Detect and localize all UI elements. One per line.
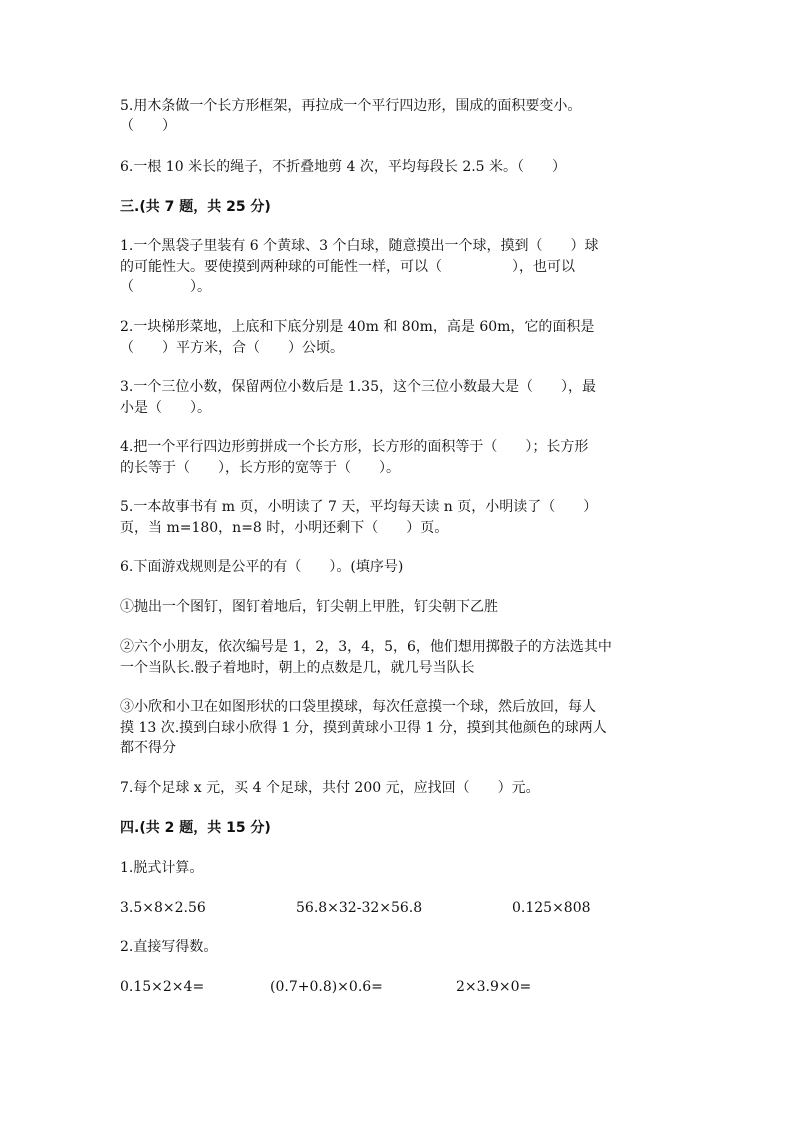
section4-q1: 1.脱式计算。 [120, 860, 204, 876]
section3-q5-line2: 页，当 m=180，n=8 时，小明还剩下（ ）页。 [120, 520, 449, 536]
section3-q7: 7.每个足球 x 元，买 4 个足球，共付 200 元，应找回（ ）元。 [120, 780, 540, 796]
judgement-q6: 6.一根 10 米长的绳子，不折叠地剪 4 次，平均每段长 2.5 米。（ ） [120, 159, 567, 175]
section3-q1-line1: 1.一个黑袋子里装有 6 个黄球、3 个白球，随意摸出一个球，摸到（ ）球 [120, 238, 599, 254]
section4-q2: 2.直接写得数。 [120, 939, 218, 955]
calc-expression-2: 56.8×32-32×56.8 [296, 900, 423, 916]
section3-q2-line2: （ ）平方米，合（ ）公顷。 [120, 340, 344, 356]
section3-q1-line2: 的可能性大。要使摸到两种球的可能性一样，可以（ ），也可以 [120, 259, 575, 275]
section3-q6-option-3-line1: ③小欣和小卫在如图形状的口袋里摸球，每次任意摸一个球，然后放回，每人 [120, 699, 596, 715]
section3-q6-option-1: ①抛出一个图钉，图钉着地后，钉尖朝上甲胜，钉尖朝下乙胜 [120, 599, 498, 615]
section3-q2-line1: 2.一块梯形菜地，上底和下底分别是 40m 和 80m，高是 60m，它的面积是 [120, 319, 595, 335]
section3-q4-line1: 4.把一个平行四边形剪拼成一个长方形，长方形的面积等于（ ）；长方形 [120, 439, 589, 455]
judgement-q5-answer-blank: （ ） [120, 118, 176, 134]
section3-q6-option-2-line1: ②六个小朋友，依次编号是 1，2，3，4，5，6，他们想用掷骰子的方法选其中 [120, 639, 612, 655]
section3-q3-line2: 小是（ ）。 [120, 400, 211, 416]
judgement-q5-line1: 5.用木条做一个长方形框架，再拉成一个平行四边形，围成的面积要变小。 [120, 98, 582, 114]
calc-expression-3: 0.125×808 [512, 900, 591, 916]
section3-q6-option-3-line3: 都不得分 [120, 740, 176, 756]
section3-q4-line2: 的长等于（ ），长方形的宽等于（ ）。 [120, 460, 400, 476]
section3-q1-line3: （ ）。 [120, 279, 211, 295]
section3-q6: 6.下面游戏规则是公平的有（ ）。(填序号) [120, 559, 404, 575]
section3-q6-option-3-line2: 摸 13 次.摸到白球小欣得 1 分，摸到黄球小卫得 1 分，摸到其他颜色的球两人 [120, 720, 607, 736]
oral-calc-3: 2×3.9×0= [456, 979, 532, 995]
oral-calc-2: (0.7+0.8)×0.6= [270, 979, 383, 995]
section3-q3-line1: 3.一个三位小数，保留两位小数后是 1.35，这个三位小数最大是（ ），最 [120, 379, 596, 395]
calc-expression-1: 3.5×8×2.56 [120, 900, 206, 916]
section-4-heading: 四.(共 2 题，共 15 分) [120, 820, 271, 836]
oral-calc-1: 0.15×2×4= [120, 979, 205, 995]
section3-q5-line1: 5.一本故事书有 m 页，小明读了 7 天，平均每天读 n 页，小明读了（ ） [120, 499, 598, 515]
section3-q6-option-2-line2: 一个当队长.骰子着地时，朝上的点数是几，就几号当队长 [120, 660, 475, 676]
section-3-heading: 三.(共 7 题，共 25 分) [120, 199, 271, 215]
